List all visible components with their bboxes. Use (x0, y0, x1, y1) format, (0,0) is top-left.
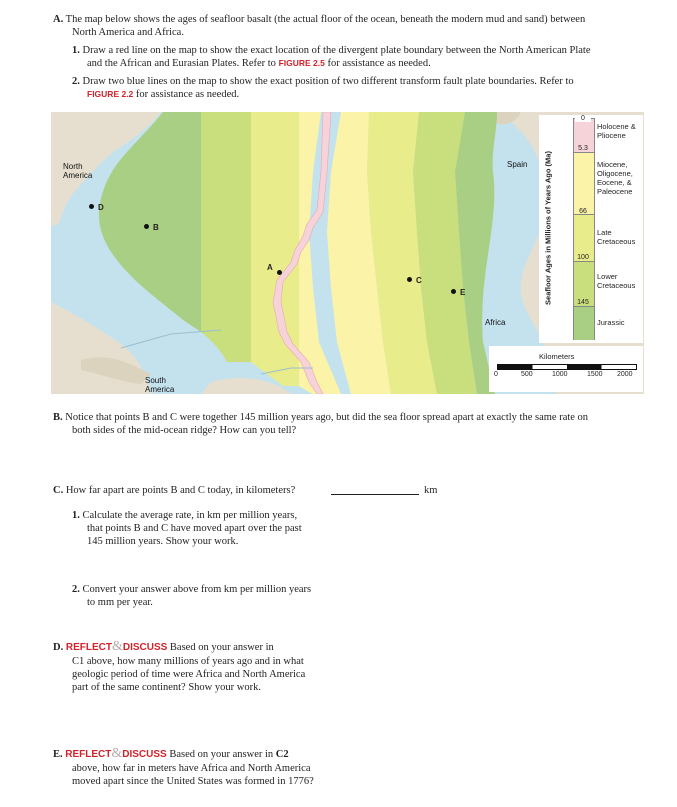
item-text: that points B and C have moved apart over the past (87, 523, 302, 534)
scale-tick-1500: 1500 (587, 371, 603, 378)
question-a-item-2-line-2 (87, 88, 239, 101)
point-dot (451, 289, 456, 294)
question-a-text-2: North America and Africa. (72, 27, 184, 38)
south-america-label: South America (145, 376, 175, 394)
age-tick-5-3: 5.3 (578, 145, 588, 152)
item-text: and the African and Eurasian Plates. Refer to (87, 58, 276, 69)
legend-label-lower-cretaceous: Lower Cretaceous (597, 272, 636, 290)
question-b (53, 411, 663, 424)
question-a-item-1 (72, 44, 662, 57)
question-d-line: C1 above, how many millions of years ago and in what (72, 656, 304, 667)
age-tick-145: 145 (577, 299, 589, 306)
question-a-item-1-line-2 (87, 57, 431, 70)
point-e-label: E (460, 288, 466, 297)
question-c-item-1 (72, 509, 297, 522)
point-b-label: B (153, 223, 159, 232)
point-e-marker (451, 282, 465, 300)
question-a-text-1: The map below shows the ages of seafloor basalt (the actual floor of the ocean, beneath the modern mud and sand) between (65, 14, 586, 25)
figure-reference-link[interactable]: FIGURE 2.2 (87, 89, 134, 99)
scale-tick-500: 500 (521, 371, 533, 378)
question-a-item-2 (72, 75, 662, 88)
item-number: 1. (72, 510, 80, 521)
question-e (53, 747, 289, 761)
scale-bar (497, 364, 637, 370)
legend-label-jurassic: Jurassic (597, 318, 625, 327)
item-text: Draw a red line on the map to show the exact location of the divergent plate boundary between the North American Plate (82, 45, 591, 56)
question-d-line: part of the same continent? Show your work. (72, 682, 261, 693)
item-text: Draw two blue lines on the map to show the exact position of two different transform fault plate boundaries. Refer to (82, 76, 574, 87)
legend-label-holocene: Holocene & Pliocene (597, 122, 636, 140)
question-c (53, 484, 473, 497)
question-a-text-2-row (72, 26, 184, 39)
point-a-marker (267, 257, 282, 275)
age-tick-0: 0 (575, 115, 591, 122)
lower-cretaceous-band-west (201, 112, 251, 362)
item-text: Calculate the average rate, in km per million years, (82, 510, 298, 521)
reflect-label: REFLECT (65, 749, 112, 760)
question-e-text-1: Based on your answer in (169, 749, 274, 760)
legend-label-cenozoic: Miocene, Oligocene, Eocene, & Paleocene (597, 160, 633, 196)
item-text: 145 million years. Show your work. (87, 536, 239, 547)
question-a-letter: A. (53, 14, 64, 25)
point-d-label: D (98, 203, 104, 212)
discuss-label: DISCUSS (122, 749, 167, 760)
question-d-letter: D. (53, 642, 64, 653)
item-number: 2. (72, 76, 80, 87)
question-a (53, 13, 653, 26)
question-c-text: How far apart are points B and C today, in kilometers? (65, 485, 296, 496)
answer-blank-line[interactable] (331, 494, 419, 495)
spain-label: Spain (507, 160, 528, 169)
scale-tick-0: 0 (494, 371, 498, 378)
point-dot (277, 270, 282, 275)
question-c-item-2 (72, 583, 311, 596)
scale-tick-2000: 2000 (617, 371, 633, 378)
item-text: for assistance as needed. (135, 89, 240, 100)
question-e-line: moved apart since the United States was formed in 1776? (72, 776, 314, 787)
point-dot (89, 204, 94, 209)
question-e-ref: C2 (275, 749, 289, 760)
question-d-line: geologic period of time were Africa and North America (72, 669, 306, 680)
item-text: to mm per year. (87, 597, 153, 608)
seafloor-age-map (51, 112, 644, 394)
age-tick-66: 66 (579, 208, 587, 215)
figure-reference-link[interactable]: FIGURE 2.5 (278, 58, 325, 68)
legend-swatch-cenozoic (574, 152, 594, 214)
age-tick-100: 100 (577, 254, 589, 261)
point-a-label: A (267, 263, 273, 272)
item-number: 2. (72, 584, 80, 595)
point-d-marker (89, 197, 104, 215)
question-e-letter: E. (53, 749, 63, 760)
africa-label: Africa (485, 318, 506, 327)
ampersand: & (111, 746, 123, 761)
question-b-line-2-row (72, 424, 296, 437)
reflect-label: REFLECT (65, 642, 112, 653)
item-text: for assistance as needed. (327, 58, 431, 69)
legend-swatch-jurassic (574, 306, 594, 340)
question-b-letter: B. (53, 412, 63, 423)
question-d (53, 640, 274, 654)
point-c-label: C (416, 276, 422, 285)
discuss-label: DISCUSS (122, 642, 168, 653)
point-dot (144, 224, 149, 229)
ampersand: & (111, 639, 123, 654)
point-c-marker (407, 270, 422, 288)
question-b-text-2: both sides of the mid-ocean ridge? How can you tell? (72, 425, 297, 436)
north-america-label: North America (63, 162, 93, 180)
item-number: 1. (72, 45, 80, 56)
scale-title: Kilometers (539, 352, 575, 361)
legend-axis-title-box (539, 118, 557, 338)
point-dot (407, 277, 412, 282)
question-c-unit: km (424, 485, 438, 496)
item-text: Convert your answer above from km per million years (82, 584, 312, 595)
question-d-text-1: Based on your answer in (169, 642, 274, 653)
question-c-letter: C. (53, 485, 64, 496)
question-b-text-1: Notice that points B and C were together 145 million years ago, but did the sea floor spread apart at exactly the same rate on (65, 412, 589, 423)
question-e-line: above, how far in meters have Africa and North America (72, 763, 311, 774)
scale-tick-1000: 1000 (552, 371, 568, 378)
legend-label-late-cretaceous: Late Cretaceous (597, 228, 636, 246)
legend-axis-title: Seafloor Ages in Millions of Years Ago (Ma) (543, 151, 553, 305)
point-b-marker (144, 217, 159, 235)
